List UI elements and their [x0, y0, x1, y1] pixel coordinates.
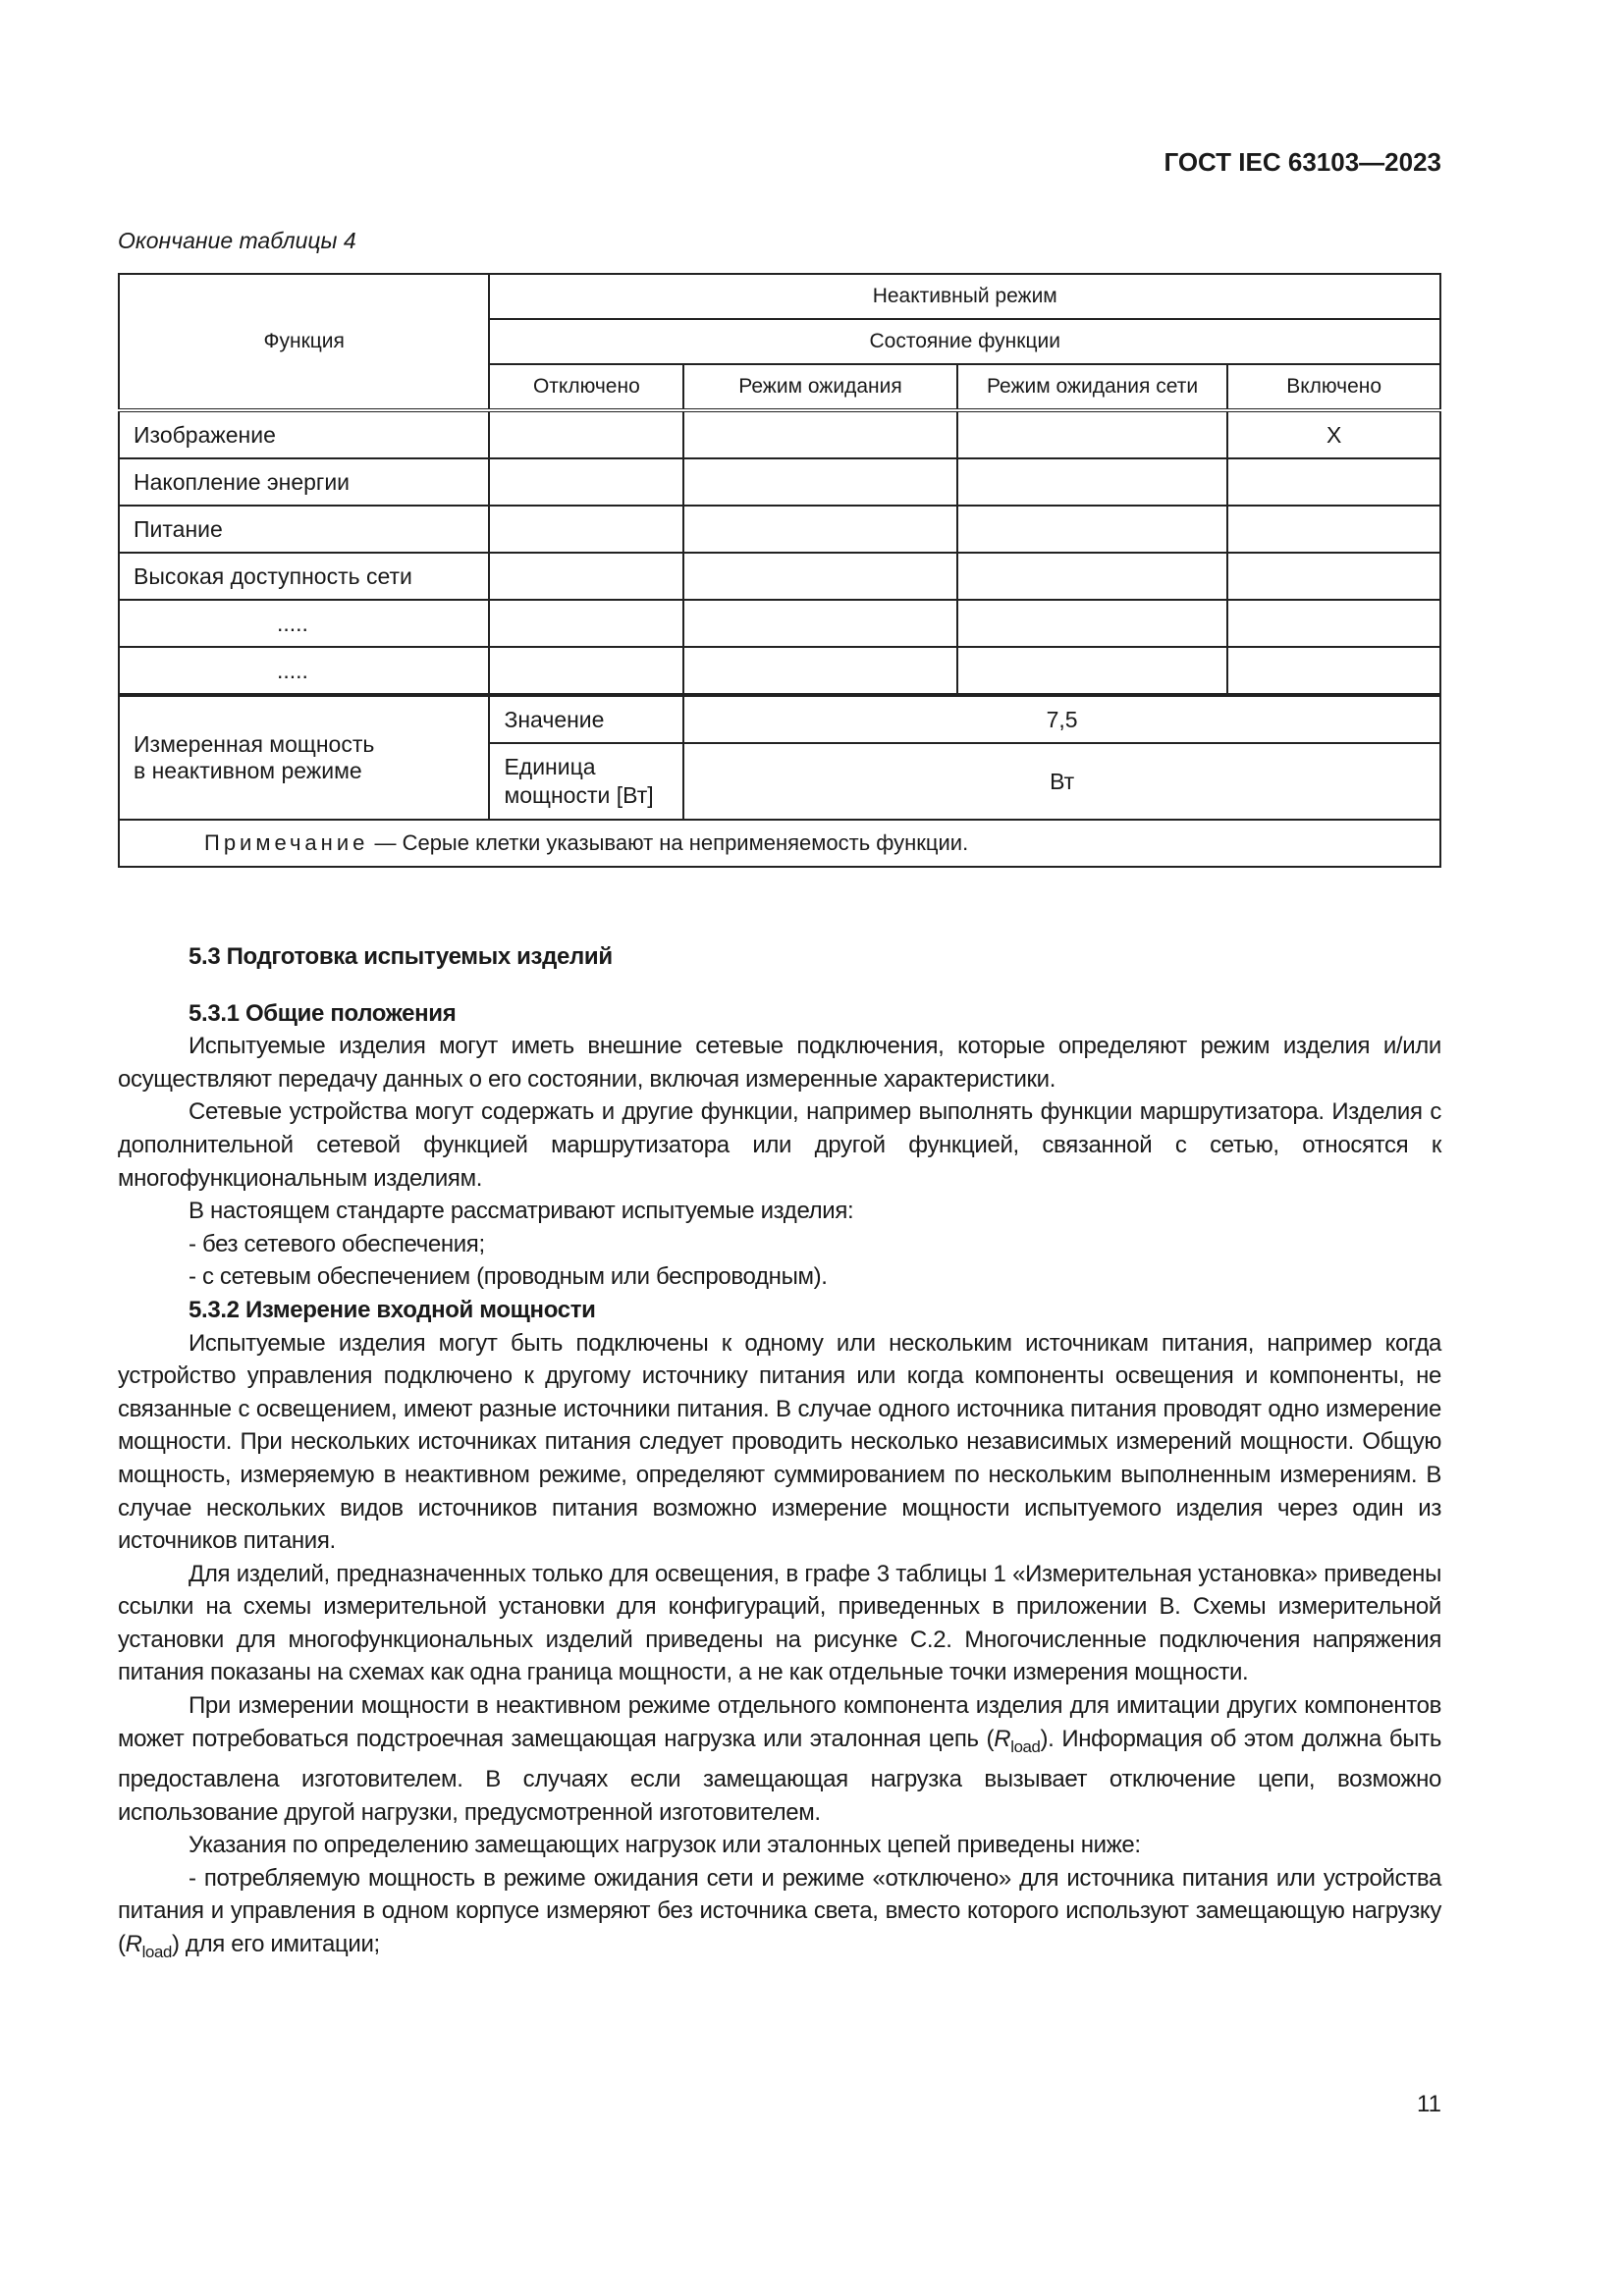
state-cell [683, 410, 957, 458]
state-cell [1227, 458, 1440, 506]
state-cell [957, 506, 1228, 553]
header-function-state: Состояние функции [489, 319, 1440, 364]
function-name: Питание [119, 506, 489, 553]
state-cell [489, 458, 683, 506]
state-cell [489, 410, 683, 458]
state-cell: X [1227, 410, 1440, 458]
header-inactive-mode: Неактивный режим [489, 274, 1440, 319]
document-id: ГОСТ IEC 63103—2023 [1164, 147, 1441, 177]
header-state: Включено [1227, 364, 1440, 410]
state-cell [1227, 600, 1440, 647]
state-cell [683, 647, 957, 695]
header-state: Режим ожидания сети [957, 364, 1228, 410]
state-cell [489, 506, 683, 553]
page-number: 11 [1417, 2091, 1441, 2117]
subsection-heading: 5.3.2 Измерение входной мощности [189, 1296, 596, 1323]
header-function: Функция [119, 274, 489, 410]
paragraph: Сетевые устройства могут содержать и другие функции, например выполнять функции маршрутизатора. Изделия с дополнительной сетевой функцией маршрутизатора или другой функцией, связанной с сетью, относятся к многофункциональным изделиям. [118, 1098, 1441, 1192]
paragraph: При измерении мощности в неактивном режиме отдельного компонента изделия для имитации других компонентов может потребоваться подстроечная замещающая нагрузка или эталонная цепь $(R_{load})$. Информация об этом должна быть предоставлена изготовителем. В случаях если замещающая нагрузка вызывает отключение цепи, возможно использование другой нагрузки, предусмотренной изготовителем. [118, 1692, 1441, 1826]
unit-label: Единица мощности [Вт] [489, 743, 683, 820]
subsection-heading: 5.3.1 Общие положения [189, 999, 457, 1027]
function-name: Накопление энергии [119, 458, 489, 506]
state-cell [489, 553, 683, 600]
state-cell [1227, 553, 1440, 600]
list-item: - с сетевым обеспечением (проводным или беспроводным). [189, 1263, 828, 1291]
table-row [119, 506, 1440, 553]
state-cell [957, 458, 1228, 506]
state-cell [683, 458, 957, 506]
state-cell [683, 506, 957, 553]
table-row [119, 600, 1440, 647]
list-item: - без сетевого обеспечения; [189, 1230, 485, 1257]
state-cell [683, 600, 957, 647]
unit-cell: Вт [683, 743, 1440, 820]
value-label: Значение [489, 695, 683, 743]
paragraph: Указания по определению замещающих нагрузок или эталонных цепей приведены ниже: [189, 1832, 1141, 1859]
section-heading: 5.3 Подготовка испытуемых изделий [189, 943, 613, 970]
paragraph: Испытуемые изделия могут быть подключены к одному или нескольким источникам питания, например когда устройство управления подключено к другому источнику питания или когда компоненты освещения и компоненты, не связанные с освещением, имеют разные источники питания. В случае одного источника питания проводят одно измерение мощности. При нескольких источниках питания следует проводить несколько независимых измерений мощности. Общую мощность, измеряемую в неактивном режиме, определяют суммированием по нескольким выполненным измерениям. В случае нескольких видов источников питания возможно измерение мощности испытуемого изделия через один из источников питания. [118, 1329, 1441, 1555]
function-name: Высокая доступность сети [119, 553, 489, 600]
table-row [119, 410, 1440, 458]
list-item: - потребляемую мощность в режиме ожидания сети и режиме «отключено» для источника питания или устройства питания и управления в одном корпусе измеряют без источника света, вместо которого используют замещающую нагрузку $(R_{load})$ для его имитации; [118, 1864, 1441, 1961]
state-cell [683, 553, 957, 600]
header-state: Отключено [489, 364, 683, 410]
state-cell [1227, 506, 1440, 553]
state-cell [957, 600, 1228, 647]
value-cell: 7,5 [683, 695, 1440, 743]
table-row [119, 647, 1440, 695]
table-row [119, 553, 1440, 600]
state-cell [489, 600, 683, 647]
table-note: Примечание — Серые клетки указывают на неприменяемость функции. [119, 820, 1440, 867]
state-cell [957, 410, 1228, 458]
function-state-table [118, 273, 1441, 868]
function-name: Изображение [119, 410, 489, 458]
header-state: Режим ожидания [683, 364, 957, 410]
state-cell [1227, 647, 1440, 695]
section-body [118, 940, 1441, 1968]
state-cell [957, 647, 1228, 695]
function-name: ..... [119, 600, 489, 647]
paragraph: Для изделий, предназначенных только для освещения, в графе 3 таблицы 1 «Измерительная установка» приведены ссылки на схемы измерительной установки для конфигураций, приведенных в приложении В. Схемы измерительной установки для многофункциональных изделий приведены на рисунке С.2. Многочисленные подключения напряжения питания показаны на схемах как одна граница мощности, а не как отдельные точки измерения мощности. [118, 1560, 1441, 1686]
state-cell [489, 647, 683, 695]
table-row [119, 458, 1440, 506]
measured-power-label: Измеренная мощность в неактивном режиме [119, 695, 489, 820]
paragraph: В настоящем стандарте рассматривают испытуемые изделия: [189, 1198, 854, 1225]
paragraph: Испытуемые изделия могут иметь внешние сетевые подключения, которые определяют режим изделия и/или осуществляют передачу данных о его состоянии, включая измеренные характеристики. [118, 1033, 1441, 1093]
table-caption: Окончание таблицы 4 [118, 228, 356, 253]
function-name: ..... [119, 647, 489, 695]
state-cell [957, 553, 1228, 600]
